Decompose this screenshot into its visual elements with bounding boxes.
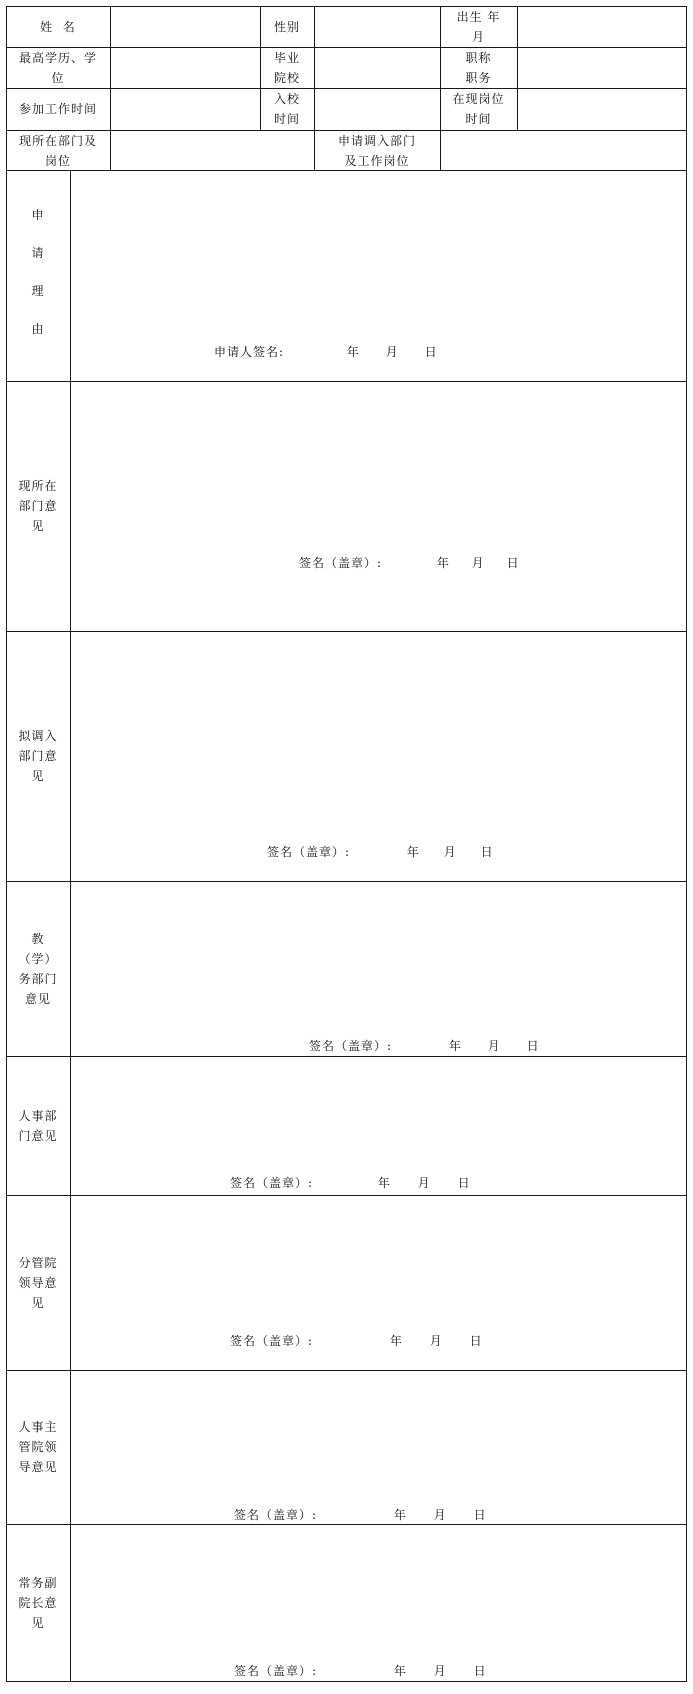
year-label: 年 bbox=[389, 1334, 403, 1348]
title-field[interactable] bbox=[518, 48, 686, 88]
reason-signature-line bbox=[214, 344, 438, 360]
day-label: 日 bbox=[469, 1334, 483, 1348]
month-label: 月 bbox=[433, 1664, 447, 1678]
year-label: 年 bbox=[436, 556, 450, 570]
month-label: 月 bbox=[417, 1176, 431, 1190]
current-dept-signature-line bbox=[299, 555, 520, 571]
current-dept-field[interactable] bbox=[111, 131, 314, 170]
section-label-target-dept: 拟调入 部门意 见 bbox=[18, 729, 58, 783]
year-label: 年 bbox=[377, 1176, 391, 1190]
signature-label: 签名（盖章）: bbox=[234, 1508, 318, 1522]
executive-vp-opinion-field[interactable] bbox=[71, 1525, 686, 1660]
day-label: 日 bbox=[424, 345, 438, 359]
birth-field[interactable] bbox=[518, 7, 686, 47]
title-label: 职称 职务 bbox=[465, 51, 492, 85]
academic-affairs-signature-line bbox=[309, 1038, 540, 1054]
name-field[interactable] bbox=[111, 7, 260, 47]
section-label-hr-leader: 人事主 管院领 导意见 bbox=[18, 1420, 58, 1474]
day-label: 日 bbox=[473, 1508, 487, 1522]
target-dept-field[interactable] bbox=[441, 131, 686, 170]
day-label: 日 bbox=[526, 1039, 540, 1053]
month-label: 月 bbox=[385, 345, 399, 359]
rule-right bbox=[686, 6, 687, 1682]
year-label: 年 bbox=[393, 1664, 407, 1678]
current-dept-label: 现所在部门及 岗位 bbox=[18, 134, 97, 168]
vice-president-opinion-field[interactable] bbox=[71, 1196, 686, 1331]
birth-label: 出生 年 月 bbox=[456, 10, 501, 44]
target-dept-signature-line bbox=[267, 844, 494, 860]
month-label: 月 bbox=[487, 1039, 501, 1053]
gender-field[interactable] bbox=[315, 7, 440, 47]
hr-dept-opinion-field[interactable] bbox=[71, 1057, 686, 1172]
education-field[interactable] bbox=[111, 48, 260, 88]
hr-dept-signature-line bbox=[230, 1175, 471, 1191]
signature-label: 签名（盖章）: bbox=[299, 556, 383, 570]
hr-leader-signature-line bbox=[234, 1507, 487, 1523]
day-label: 日 bbox=[480, 845, 494, 859]
day-label: 日 bbox=[473, 1664, 487, 1678]
hr-leader-opinion-field[interactable] bbox=[71, 1371, 686, 1506]
work-start-field[interactable] bbox=[111, 89, 260, 130]
section-label-vice-president: 分管院 领导意 见 bbox=[18, 1256, 58, 1310]
rule-bottom bbox=[6, 1681, 687, 1682]
signature-label: 申请人签名: bbox=[214, 345, 285, 359]
graduate-school-label: 毕业 院校 bbox=[273, 51, 300, 85]
name-label: 姓 名 bbox=[40, 20, 76, 34]
section-label-hr-dept: 人事部 门意见 bbox=[18, 1109, 58, 1143]
academic-affairs-opinion-field[interactable] bbox=[71, 882, 686, 1032]
section-label-academic-affairs: 教 （学） 务部门 意见 bbox=[18, 932, 58, 1006]
join-school-field[interactable] bbox=[315, 89, 440, 130]
day-label: 日 bbox=[457, 1176, 471, 1190]
section-label-current-dept: 现所在 部门意 见 bbox=[18, 479, 58, 533]
month-label: 月 bbox=[443, 845, 457, 859]
signature-label: 签名（盖章）: bbox=[230, 1176, 314, 1190]
work-start-label: 参加工作时间 bbox=[18, 102, 97, 116]
signature-label: 签名（盖章）: bbox=[234, 1664, 318, 1678]
vice-president-signature-line bbox=[230, 1333, 483, 1349]
current-dept-opinion-field[interactable] bbox=[71, 382, 686, 552]
join-school-label: 入校 时间 bbox=[273, 92, 300, 126]
current-post-time-field[interactable] bbox=[518, 89, 686, 130]
gender-label: 性别 bbox=[273, 20, 300, 34]
education-label: 最高学历、学 位 bbox=[18, 51, 97, 85]
year-label: 年 bbox=[393, 1508, 407, 1522]
executive-vp-signature-line bbox=[234, 1663, 487, 1679]
day-label: 日 bbox=[506, 556, 520, 570]
month-label: 月 bbox=[429, 1334, 443, 1348]
year-label: 年 bbox=[346, 345, 360, 359]
graduate-school-field[interactable] bbox=[315, 48, 440, 88]
year-label: 年 bbox=[448, 1039, 462, 1053]
signature-label: 签名（盖章）: bbox=[309, 1039, 393, 1053]
section-label-reason: 申 请 理 由 bbox=[31, 208, 45, 336]
signature-label: 签名（盖章）: bbox=[267, 845, 351, 859]
signature-label: 签名（盖章）: bbox=[230, 1334, 314, 1348]
current-post-time-label: 在现岗位 时间 bbox=[452, 92, 505, 126]
section-label-executive-vp: 常务副 院长意 见 bbox=[18, 1576, 58, 1630]
year-label: 年 bbox=[406, 845, 420, 859]
target-dept-label: 申请调入部门 及工作岗位 bbox=[337, 134, 416, 168]
target-dept-opinion-field[interactable] bbox=[71, 632, 686, 832]
month-label: 月 bbox=[471, 556, 485, 570]
reason-field[interactable] bbox=[71, 171, 686, 341]
month-label: 月 bbox=[433, 1508, 447, 1522]
